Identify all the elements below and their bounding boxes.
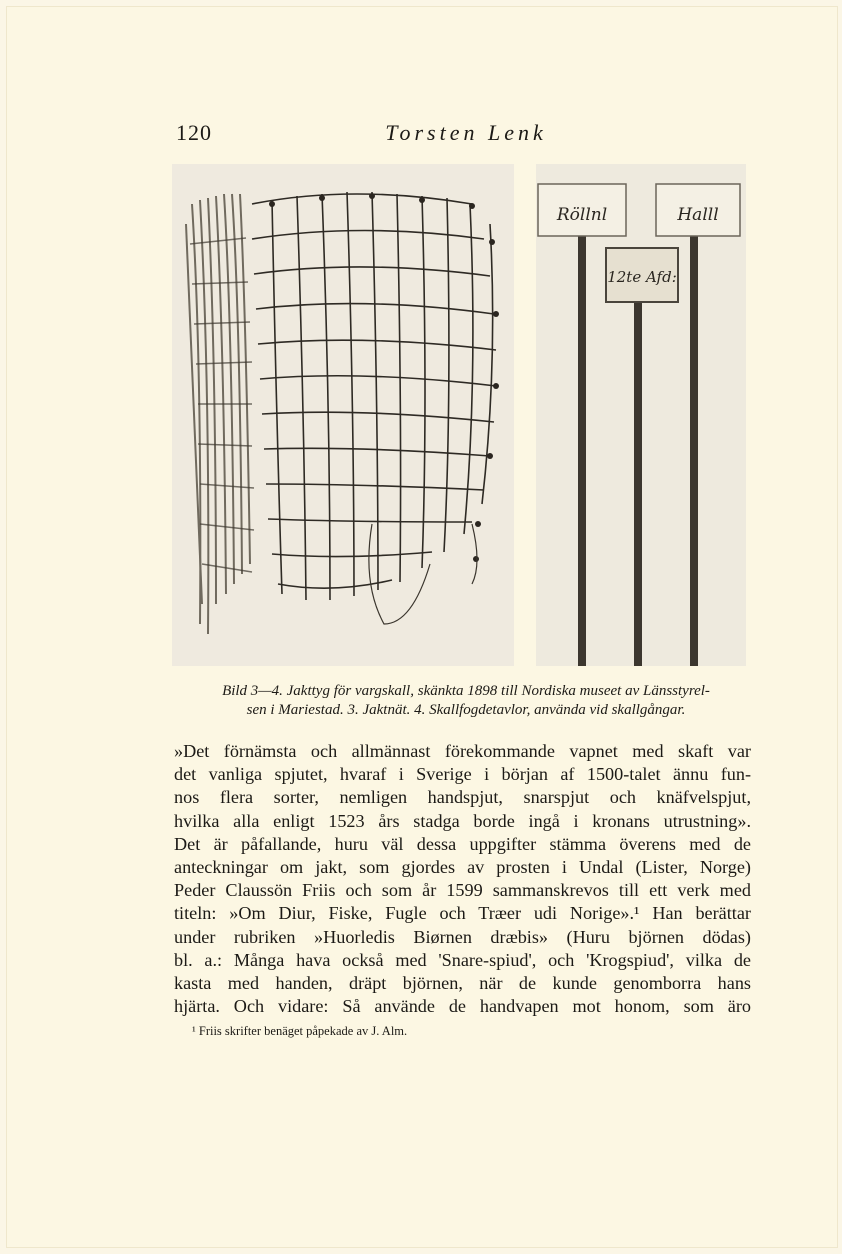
caption-line-2: sen i Mariestad. 3. Jaktnät. 4. Skallfogdetavlor, använda vid skallgångar. [246,702,686,718]
body-line: hjärta. Och vidare: Så använde de handvapen mot honom, som äro [174,996,751,1017]
body-line: kasta med handen, dräpt björnen, när de kunde genomborra hans [174,972,751,993]
body-line: hvilka alla enligt 1523 års stadga borde ingå i kronans utrustning». [174,810,751,831]
body-paragraph [174,740,751,1018]
body-line: »Det förnämsta och allmännast förekommande vapnet med skaft var [174,741,751,761]
skallfogde-boards-photo [536,164,746,666]
body-line: nos flera sorter, nemligen handspjut, snarspjut och knäfvelspjut, [174,787,751,808]
board-right-text: Halll [677,205,719,225]
footnote: ¹ Friis skrifter benäget påpekade av J. Alm. [192,1024,408,1038]
caption-line-1: Bild 3—4. Jakttyg för vargskall, skänkta 1898 till Nordiska museet av Länsstyrel- [222,683,710,699]
board-left-text: Röllnl [556,205,608,225]
figure-caption [176,682,756,720]
body-line: Peder Claussön Friis och som år 1599 sammanskrevos till ett verk med [174,880,751,901]
pole-middle [634,294,642,666]
body-line: titeln: »Om Diur, Fiske, Fugle och Træer udi Norige».¹ Han berättar [174,903,751,924]
net-illustration [172,164,514,666]
body-line: det vanliga spjutet, hvaraf i Sverige i början af 1500-talet ännu fun- [174,764,751,785]
body-line: Det är påfallande, huru väl dessa uppgifter stämma överens med de [174,833,751,854]
hunting-net-photo [172,164,514,666]
body-line: anteckningar om jakt, som gjordes av prosten i Undal (Lister, Norge) [174,856,751,877]
body-line: under rubriken »Huorledis Biørnen dræbis» (Huru björnen dödas) [174,926,751,947]
boards-illustration [536,164,746,666]
pole-right [690,234,698,666]
body-line: bl. a.: Många hava också med 'Snare-spiud', och 'Krogspiud', vilka de [174,949,751,970]
running-head: Torsten Lenk [385,120,547,145]
board-middle-text: 12te Afd: [607,268,677,286]
book-page [6,6,838,1248]
pole-left [578,234,586,666]
page-number: 120 [176,120,212,145]
